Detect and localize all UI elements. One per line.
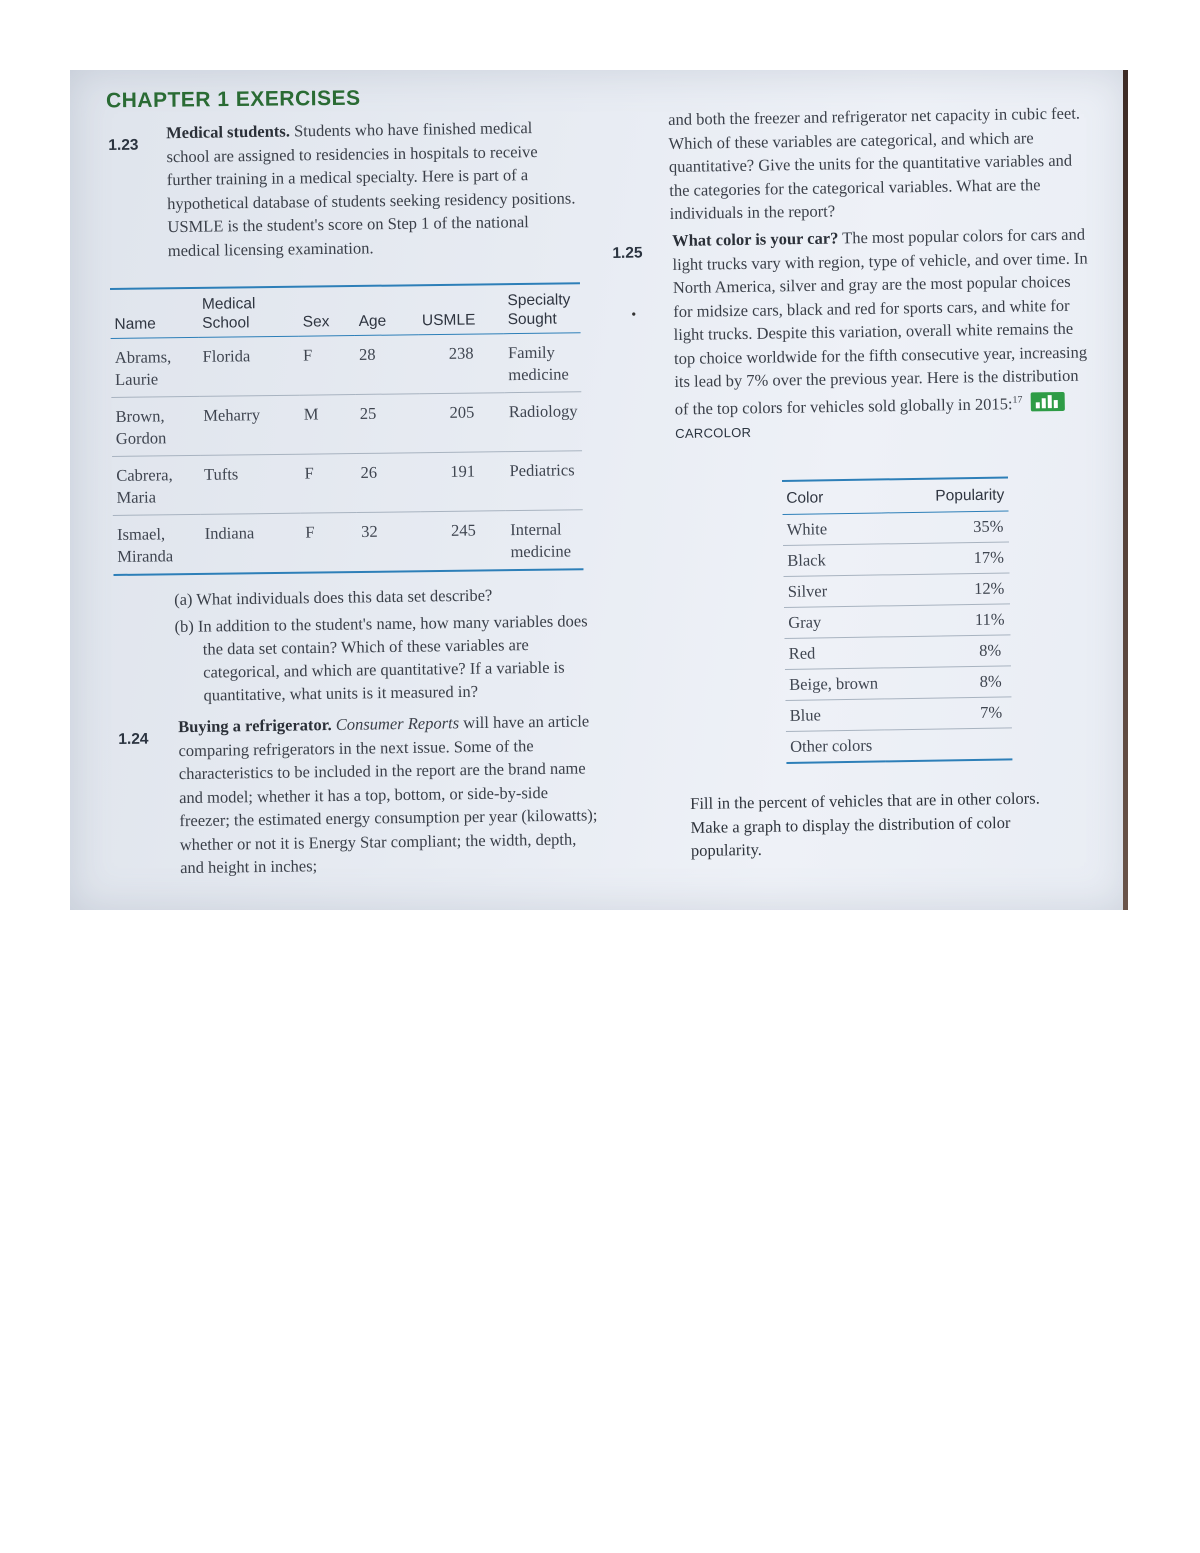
exercise-number: 1.24 (118, 730, 149, 748)
exercise-title: Buying a refrigerator. (178, 715, 332, 737)
cell-name: Abrams, Laurie (111, 337, 199, 397)
cell-sex: M (300, 395, 357, 455)
cell-name: Ismael, Miranda (116, 524, 174, 566)
cell-name: Cabrera, Maria (112, 455, 200, 515)
cell-popularity: 7% (884, 697, 1011, 730)
table-row (786, 728, 1012, 763)
cell-school: Meharry (199, 395, 300, 455)
table-top-rule (110, 282, 580, 290)
table-row (111, 392, 582, 457)
textbook-page-photo (70, 70, 1128, 910)
exercise-text (672, 222, 1093, 445)
col-header-age: Age (354, 292, 418, 335)
exercise-title: Medical students. (166, 121, 291, 143)
table-header-row (110, 290, 580, 338)
table-row (785, 697, 1011, 732)
table-top-rule (782, 476, 1008, 482)
cell-color: Red (784, 637, 883, 670)
cell-age: 26 (356, 453, 420, 513)
exercise-text (166, 115, 580, 262)
dataset-name: CARCOLOR (675, 424, 752, 441)
cell-color: Black (783, 544, 882, 577)
exercise-1-23 (108, 115, 580, 263)
cell-color: Blue (785, 699, 884, 732)
table-row (785, 666, 1011, 701)
exercise-text (178, 709, 598, 879)
margin-dot: • (631, 307, 637, 323)
cell-age: 28 (355, 335, 419, 395)
cell-school: Tufts (200, 454, 301, 514)
cell-specialty: Family medicine (504, 333, 581, 393)
table-row (784, 604, 1010, 639)
exercise-1-24-continued: and both the freezer and refrigerator net capacity in cubic feet. Which of these variables are categorical, and which are quantitative? Give the units for the quantitative variables and the categories for the categorical variables. What are the individuals in the report? (668, 103, 1081, 223)
cell-school: Florida (198, 336, 299, 396)
cell-age: 32 (361, 521, 378, 541)
table-row (784, 635, 1010, 670)
cell-color: Silver (784, 575, 883, 608)
cell-usmle: 205 (419, 393, 505, 453)
cell-popularity (885, 728, 1012, 761)
exercise-1-24 (118, 709, 598, 880)
col-header-medical-school: Medical School (198, 294, 299, 338)
medical-students-table (110, 282, 583, 576)
col-header-specialty: Specialty Sought (503, 290, 580, 333)
cell-usmle: 245 (450, 520, 476, 540)
cell-sex: F (300, 454, 357, 514)
chapter-title: CHAPTER 1 EXERCISES (105, 86, 361, 113)
cell-usmle: 191 (420, 452, 506, 512)
exercise-number: 1.23 (108, 136, 139, 154)
table-row (784, 573, 1010, 608)
col-header-color: Color (782, 484, 881, 514)
exercise-body: The most popular colors for cars and light trucks vary with region, type of vehicle, and over time. In North America, silver and gray are the most popular choices for midsize cars, black and red for sports cars, and white for light trucks. Despite this variation, overall white remains the top choice worldwide for the fifth consecutive year, increasing its lead by 7% over the previous year. Here is the distribution of the top colors for vehicles sold globally in 2015: (672, 224, 1088, 419)
cell-popularity: 17% (882, 542, 1009, 575)
cell-sex: F (305, 522, 315, 542)
cell-age: 25 (356, 394, 420, 454)
question-a: (a) What individuals does this data set describe? (174, 585, 493, 609)
table-row (112, 451, 583, 516)
table-row (783, 542, 1009, 577)
data-set-icon (1030, 392, 1064, 412)
col-header-usmle: USMLE (418, 291, 504, 335)
footnote-ref: 17 (1012, 394, 1023, 406)
cell-usmle: 238 (418, 334, 504, 394)
col-header-name: Name (110, 295, 198, 339)
car-color-table (782, 476, 1012, 764)
cell-name: Brown, Gordon (111, 396, 199, 456)
question-b: (b) In addition to the student's name, how many variables does the data set contain? Which of these variables are categorical, and which are quantitative? If a variable is quantitative, what units is it measured in? (174, 611, 588, 705)
page-edge (1123, 70, 1128, 910)
cell-popularity: 12% (883, 573, 1010, 606)
cell-color: Other colors (786, 730, 885, 763)
cell-specialty: Radiology (505, 392, 582, 452)
table-row (113, 510, 584, 574)
cell-popularity: 35% (882, 511, 1009, 544)
cell-specialty: Internal medicine (510, 519, 572, 562)
publication-name: Consumer Reports (335, 713, 460, 734)
cell-popularity: 8% (883, 635, 1010, 668)
cell-specialty: Pediatrics (505, 451, 582, 511)
exercise-number: 1.25 (612, 244, 643, 262)
col-header-popularity: Popularity (881, 482, 1008, 512)
col-header-sex: Sex (298, 293, 354, 336)
cell-sex: F (299, 336, 356, 396)
cell-popularity: 11% (883, 604, 1010, 637)
cell-popularity: 8% (884, 666, 1011, 699)
table-row (783, 511, 1009, 546)
exercise-body: will have an article comparing refrigerators in the next issue. Some of the characteristics to be included in the report are the brand name and model; whether it has a top, bottom, or side-by-side freezer; the estimated energy consumption per year (kilowatts); whether or not it is Energy Star compliant; the width, depth, and height in inches; (178, 711, 598, 878)
exercise-1-23-questions (174, 582, 606, 711)
cell-color: Gray (784, 606, 883, 639)
cell-school: Indiana (204, 523, 255, 543)
exercise-body: Students who have finished medical school are assigned to residencies in hospitals to receive further training in a medical specialty. Here is part of a hypothetical database of students seeking residency positions. USMLE is the student's score on Step 1 of the national medical licensing examination. (166, 118, 576, 260)
table-row (111, 333, 582, 398)
exercise-1-25 (612, 222, 1093, 445)
table-header-row (782, 482, 1008, 514)
exercise-1-25-instructions: Fill in the percent of vehicles that are in other colors. Make a graph to display the distribution of color popularity. (690, 788, 1040, 860)
cell-color: Beige, brown (785, 668, 884, 701)
exercise-title: What color is your car? (672, 228, 839, 251)
cell-color: White (783, 513, 882, 546)
